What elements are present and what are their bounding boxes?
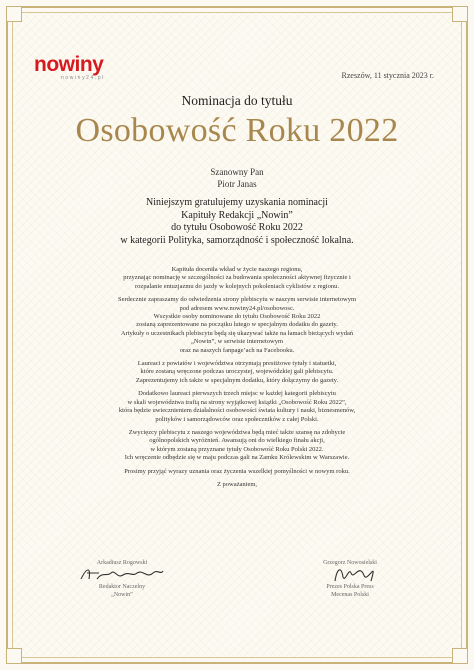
body-paragraph bbox=[50, 360, 424, 385]
body-line: Dodatkowo laureaci pierwszych trzech miejsc w każdej kategorii plebiscytu bbox=[138, 390, 336, 398]
body-line: Ich wręczenie odbędzie się w maju podczas gali na Zamku Królewskim w Warszawie. bbox=[124, 454, 350, 462]
recipient-greeting bbox=[0, 166, 474, 190]
corner-ornament bbox=[6, 648, 22, 664]
logo-text: nowiny bbox=[34, 53, 104, 76]
closing-phrase bbox=[50, 481, 424, 489]
letter-body bbox=[50, 266, 424, 494]
body-paragraph bbox=[50, 266, 424, 291]
body-paragraph bbox=[50, 429, 424, 463]
body-line: w skali województwa trafią na strony wyjątkowej książki „Osobowość Roku 2022”, bbox=[127, 398, 347, 406]
corner-ornament bbox=[452, 648, 468, 664]
body-line: w którym zostaną przyznane tytuły Osobowość Roku Polski 2022. bbox=[150, 445, 324, 453]
body-paragraph bbox=[50, 296, 424, 355]
body-line: Z poważaniem, bbox=[216, 480, 258, 488]
signature-block-publisher bbox=[290, 559, 410, 599]
body-line: „Nowin”, w serwisie internetowym bbox=[190, 338, 284, 346]
body-paragraph bbox=[50, 468, 424, 476]
letter-date: Rzeszów, 11 stycznia 2023 r. bbox=[341, 71, 434, 80]
congratulation-block bbox=[0, 197, 474, 247]
body-line: które zostaną wręczone podczas uroczystej, wojewódzkiej gali plebiscytu. bbox=[140, 368, 334, 376]
nowiny-logo bbox=[34, 55, 114, 81]
body-line: Serdecznie zapraszamy do odwiedzenia strony plebiscytu w naszym serwisie internetowym bbox=[117, 296, 357, 304]
signer-role: „Nowin” bbox=[111, 592, 133, 598]
body-line: przyznając nominację w szczególności za budowania społeczności aktywnej fizycznie i bbox=[123, 274, 351, 282]
body-line: ogólnopolskich wyróżnień. Awansują oni do wielkiego finału akcji, bbox=[149, 437, 325, 445]
body-line: Zwycięzcy plebiscytu z naszego województwa będą mieć także szansę na zdobycie bbox=[128, 428, 346, 436]
recipient-name: Piotr Janas bbox=[217, 179, 257, 189]
body-line: która będzie uwiecznieniem działalności osobowości świata kultury i nauki, biznesmenów, bbox=[118, 407, 356, 415]
award-title: Osobowość Roku 2022 bbox=[75, 112, 399, 149]
congrats-line: w kategorii Polityka, samorządność i społeczność lokalna. bbox=[120, 234, 354, 246]
body-line: oraz na naszych fanpage’ach na Facebooku. bbox=[179, 346, 295, 354]
body-line: Zaprezentujemy ich także w specjalnym dodatku, który dołączymy do gazety. bbox=[135, 376, 339, 384]
signer-name: Arkadiusz Rogowski bbox=[96, 560, 148, 566]
nomination-subtitle: Nominacja do tytułu bbox=[181, 93, 293, 108]
signer-role: Prezes Polska Press bbox=[326, 584, 374, 590]
body-line: rozpalanie entuzjazmu do jazdy w kolejnych pokoleniach cyklistów z regionu. bbox=[135, 282, 339, 290]
body-line: Laureaci z powiatów i województwa otrzymają prestiżowe tytuły i statuetki, bbox=[137, 360, 337, 368]
body-line: Prosimy przyjąć wyrazy uznania oraz życzenia wszelkiej pomyślności w nowym roku. bbox=[124, 467, 350, 475]
corner-ornament bbox=[6, 6, 22, 22]
corner-ornament bbox=[452, 6, 468, 22]
salutation: Szanowny Pan bbox=[210, 167, 264, 177]
congrats-line: Kapituły Redakcji „Nowin” bbox=[181, 209, 293, 221]
body-line: Kapituła doceniła wkład w życie naszego regionu, bbox=[171, 266, 303, 273]
body-line: polityków i samorządowców oraz społeczników z całej Polski. bbox=[155, 415, 319, 423]
congrats-line: do tytułu Osobowość Roku 2022 bbox=[171, 222, 303, 233]
logo-tagline: nowiny24.pl bbox=[61, 75, 106, 81]
signature-block-editor bbox=[62, 559, 182, 599]
body-line: zostaną zaprezentowane na początku lutego w specjalnym dodatku do gazety. bbox=[136, 321, 338, 329]
signer-role: Redaktor Naczelny bbox=[98, 584, 146, 590]
body-line: Artykuły o uczestnikach plebiscytu będą się ukazywać także na łamach bieżących wydań bbox=[120, 329, 354, 337]
body-line: pod adresem www.nowiny24.pl/osobowosc. bbox=[179, 304, 295, 312]
signer-name: Grzegorz Nowosielski bbox=[323, 560, 377, 566]
congrats-line: Niniejszym gratulujemy uzyskania nominacji bbox=[146, 197, 328, 208]
signer-role: Mecenas Polski bbox=[331, 592, 369, 598]
body-paragraph bbox=[50, 390, 424, 424]
body-line: Wszystkie osoby nominowane do tytułu Osobowość Roku 2022 bbox=[153, 313, 321, 321]
